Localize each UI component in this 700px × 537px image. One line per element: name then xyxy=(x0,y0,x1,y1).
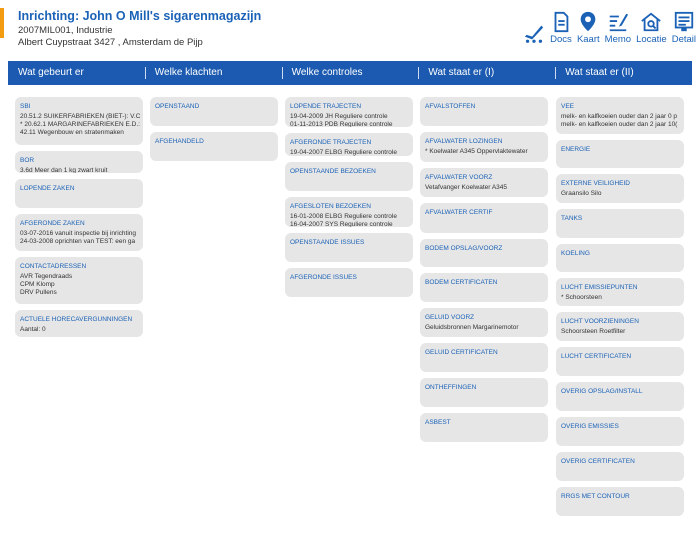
kaart-label: Kaart xyxy=(576,34,600,45)
card-line: melk- en kalfkoeien ouder dan 2 jaar 10( xyxy=(561,121,678,128)
card-title: AFGERONDE ISSUES xyxy=(290,274,357,281)
docs-icon xyxy=(550,11,572,33)
card-title: BOR xyxy=(20,157,35,164)
card-title: SBI xyxy=(20,103,31,110)
card-contactadressen[interactable] xyxy=(15,257,143,304)
card-afgesloten-bezoeken[interactable] xyxy=(285,197,413,227)
page-title: Inrichting: John O Mill's sigarenmagazijn xyxy=(18,9,262,23)
subtitle-address: Albert Cuypstraat 3427 , Amsterdam de Pijp xyxy=(18,37,203,48)
card-line: 16-01-2008 ELBG Reguliere controle xyxy=(290,213,397,220)
card-title: AFVALWATER VOORZ xyxy=(425,174,493,181)
card-title: OPENSTAANDE BEZOEKEN xyxy=(290,168,376,175)
column-header-wat-staat-er-1: Wat staat er (I) xyxy=(418,61,555,85)
card-title: BODEM OPSLAG/VOORZ xyxy=(425,245,503,252)
card-koeling[interactable] xyxy=(556,244,684,272)
card-title: OVERIG EMISSIES xyxy=(561,423,619,430)
card-afvalwater-voorz[interactable] xyxy=(420,168,548,197)
card-lucht-emissiepunten[interactable] xyxy=(556,278,684,306)
card-line: DRV Pullens xyxy=(20,289,57,296)
card-title: AFGEHANDELD xyxy=(155,138,204,145)
card-afvalstoffen[interactable] xyxy=(420,97,548,126)
detail-icon xyxy=(673,11,695,33)
card-title: OPENSTAANDE ISSUES xyxy=(290,239,365,246)
card-ontheffingen[interactable] xyxy=(420,378,548,407)
card-line: 19-04-2007 ELBG Reguliere controle xyxy=(290,149,397,156)
more-button[interactable] xyxy=(523,22,545,45)
card-line: * 20.62.1 MARGARINEFABRIEKEN E.D.: xyxy=(20,121,140,128)
card-bodem-certificaten[interactable] xyxy=(420,273,548,302)
column-wat-gebeurt-er xyxy=(15,97,143,343)
card-title: AFGERONDE TRAJECTEN xyxy=(290,139,372,146)
card-afvalwater-lozingen[interactable] xyxy=(420,132,548,162)
card-externe-veiligheid[interactable] xyxy=(556,174,684,203)
card-title: AFGERONDE ZAKEN xyxy=(20,220,85,227)
detail-button[interactable] xyxy=(672,11,696,45)
card-lucht-voorzieningen[interactable] xyxy=(556,312,684,341)
kaart-button[interactable] xyxy=(577,11,600,45)
card-line: Schoorsteen Roetfilter xyxy=(561,328,626,335)
column-header-wat-gebeurt-er: Wat gebeurt er xyxy=(18,67,84,78)
card-title: RRGS MET CONTOUR xyxy=(561,493,630,500)
card-title: GELUID VOORZ xyxy=(425,314,475,321)
card-line: 03-07-2016 vanuit inspectie bij inrichting xyxy=(20,230,136,237)
card-line: 16-04-2007 SYS Reguliere controle xyxy=(290,221,393,227)
card-rrgs-met-contour[interactable] xyxy=(556,487,684,516)
card-geluid-certificaten[interactable] xyxy=(420,343,548,372)
card-afgehandeld[interactable] xyxy=(150,132,278,161)
card-lopende-trajecten[interactable] xyxy=(285,97,413,127)
card-title: ENERGIE xyxy=(561,146,591,153)
card-title: ACTUELE HORECAVERGUNNINGEN xyxy=(20,316,133,323)
card-vee[interactable] xyxy=(556,97,684,134)
card-tanks[interactable] xyxy=(556,209,684,238)
locatie-button[interactable] xyxy=(636,11,667,45)
card-title: AFVALWATER LOZINGEN xyxy=(425,138,503,145)
card-afgeronde-issues[interactable] xyxy=(285,268,413,297)
card-line: * Schoorsteen xyxy=(561,294,602,301)
card-line: Graansilo Silo xyxy=(561,190,602,197)
card-line: CPM Klomp xyxy=(20,281,55,288)
card-lopende-zaken[interactable] xyxy=(15,179,143,208)
card-title: VEE xyxy=(561,103,575,110)
memo-button[interactable] xyxy=(605,11,631,45)
card-line: 01-11-2013 PDB Reguliere controle xyxy=(290,121,393,127)
card-line: AVR Tegendraads xyxy=(20,273,73,280)
detail-label: Detail xyxy=(671,34,696,45)
card-title: OVERIG OPSLAG/INSTALL xyxy=(561,388,643,395)
column-welke-klachten xyxy=(150,97,278,167)
card-energie[interactable] xyxy=(556,140,684,168)
card-bodem-opslag-voorz[interactable] xyxy=(420,239,548,267)
card-line: 20.51.2 SUIKERFABRIEKEN (BIET-): V.C xyxy=(20,113,141,120)
card-openstaande-issues[interactable] xyxy=(285,233,413,262)
card-actuele-horecavergunningen[interactable] xyxy=(15,310,143,337)
card-line: melk- en kalfkoeien ouder dan 2 jaar 0 p xyxy=(561,113,677,120)
card-title: OPENSTAAND xyxy=(155,103,200,110)
card-title: BODEM CERTIFICATEN xyxy=(425,279,498,286)
card-line: 24-03-2008 oprichten van TEST: een ga xyxy=(20,238,136,245)
column-header-welke-klachten: Welke klachten xyxy=(145,61,282,85)
card-title: ASBEST xyxy=(425,419,451,426)
card-afvalwater-certif[interactable] xyxy=(420,203,548,233)
card-title: LUCHT EMISSIEPUNTEN xyxy=(561,284,638,291)
column-wat-staat-er-2 xyxy=(556,97,684,522)
card-lucht-certificaten[interactable] xyxy=(556,347,684,376)
card-title: KOELING xyxy=(561,250,590,257)
card-openstaande-bezoeken[interactable] xyxy=(285,162,413,191)
card-line: Geluidsbronnen Margarinemotor xyxy=(425,324,519,331)
card-title: LUCHT CERTIFICATEN xyxy=(561,353,632,360)
locatie-label: Locatie xyxy=(636,34,667,45)
accent-bar xyxy=(0,8,4,38)
toolbar xyxy=(523,9,696,45)
more-icon xyxy=(523,22,545,44)
card-line: 19-04-2009 JH Reguliere controle xyxy=(290,113,388,120)
column-welke-controles xyxy=(285,97,413,303)
location-icon xyxy=(640,11,662,33)
subtitle-code: 2007MIL001, Industrie xyxy=(18,25,113,36)
card-asbest[interactable] xyxy=(420,413,548,442)
card-title: TANKS xyxy=(561,215,583,222)
card-overig-emissies[interactable] xyxy=(556,417,684,446)
card-title: EXTERNE VEILIGHEID xyxy=(561,180,630,187)
card-title: AFGESLOTEN BEZOEKEN xyxy=(290,203,371,210)
card-title: GELUID CERTIFICATEN xyxy=(425,349,498,356)
card-title: LUCHT VOORZIENINGEN xyxy=(561,318,639,325)
column-header-wat-staat-er-2: Wat staat er (II) xyxy=(555,61,692,85)
card-afgeronde-trajecten[interactable] xyxy=(285,133,413,156)
column-wat-staat-er-1 xyxy=(420,97,548,448)
card-bor[interactable] xyxy=(15,151,143,173)
card-sbi[interactable] xyxy=(15,97,143,145)
docs-label: Docs xyxy=(550,34,572,45)
docs-button[interactable] xyxy=(550,11,572,45)
map-pin-icon xyxy=(577,11,599,33)
card-openstaand[interactable] xyxy=(150,97,278,126)
card-overig-certificaten[interactable] xyxy=(556,452,684,481)
card-line: 3.6d Meer dan 1 kg zwart kruit xyxy=(20,167,108,173)
card-title: AFVALSTOFFEN xyxy=(425,103,476,110)
card-title: OVERIG CERTIFICATEN xyxy=(561,458,635,465)
column-header-bar xyxy=(8,61,692,85)
card-title: CONTACTADRESSEN xyxy=(20,263,87,270)
card-title: LOPENDE TRAJECTEN xyxy=(290,103,362,110)
card-line: * Koelwater A345 Oppervlaktewater xyxy=(425,148,528,155)
memo-icon xyxy=(607,11,629,33)
card-afgeronde-zaken[interactable] xyxy=(15,214,143,251)
card-overig-opslag-install[interactable] xyxy=(556,382,684,411)
card-title: ONTHEFFINGEN xyxy=(425,384,477,391)
card-line: 42.11 Wegenbouw en stratenmaken xyxy=(20,129,124,136)
card-line: Aantal: 0 xyxy=(20,326,46,333)
card-line: Vetafvanger Koelwater A345 xyxy=(425,184,508,191)
card-title: AFVALWATER CERTIF xyxy=(425,209,493,216)
card-geluid-voorz[interactable] xyxy=(420,308,548,337)
column-header-welke-controles: Welke controles xyxy=(282,61,419,85)
card-title: LOPENDE ZAKEN xyxy=(20,185,75,192)
memo-label: Memo xyxy=(604,34,632,45)
